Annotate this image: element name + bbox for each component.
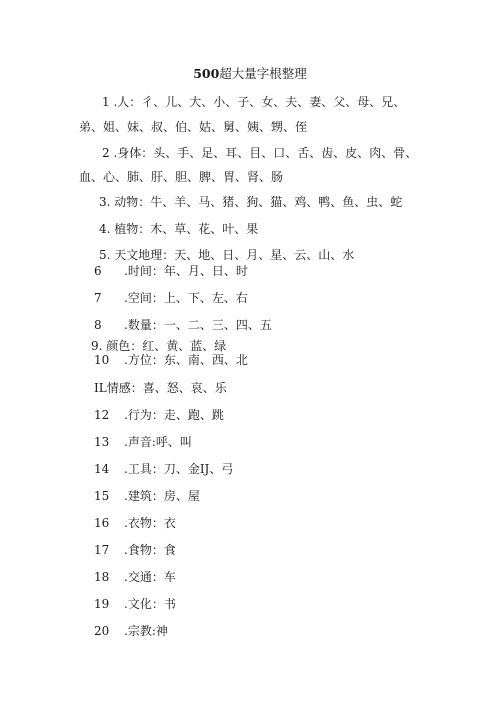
item-1-line-1: 1 .人：彳、儿、大、小、子、女、夫、妻、父、母、兄、 bbox=[102, 95, 406, 109]
title-number: 500 bbox=[193, 66, 220, 81]
item-15: .建筑：房、屋 bbox=[124, 489, 200, 503]
item-15-number: 15 bbox=[94, 489, 110, 503]
item-7-number: 7 bbox=[94, 291, 102, 305]
item-5: 5. 天文地理：天、地、日、月、星、云、山、水 bbox=[99, 248, 355, 262]
item-3: 3. 动物：牛、羊、马、猪、狗、猫、鸡、鸭、鱼、虫、蛇 bbox=[99, 195, 403, 209]
item-17: .食物：食 bbox=[124, 543, 176, 557]
item-6-number: 6 bbox=[94, 264, 102, 278]
item-17-number: 17 bbox=[94, 543, 110, 557]
item-10-number: 10 bbox=[94, 353, 110, 367]
item-7: .空间：上、下、左、右 bbox=[124, 291, 248, 305]
item-13: .声音:呼、叫 bbox=[124, 435, 192, 449]
page-title bbox=[0, 67, 500, 81]
item-13-number: 13 bbox=[94, 435, 110, 449]
item-16: .衣物：衣 bbox=[124, 516, 176, 530]
item-6: .时间：年、月、日、时 bbox=[124, 264, 248, 278]
item-9: 9. 颜色：红、黄、蓝、绿 bbox=[91, 339, 227, 353]
item-18: .交通：车 bbox=[124, 570, 176, 584]
item-16-number: 16 bbox=[94, 516, 110, 530]
item-19-number: 19 bbox=[94, 597, 110, 611]
item-12-number: 12 bbox=[94, 408, 110, 422]
item-10: .方位：东、南、西、北 bbox=[124, 353, 248, 367]
item-4: 4. 植物：木、草、花、叶、果 bbox=[99, 222, 259, 236]
item-14: .工具：刀、金IJ、弓 bbox=[124, 462, 234, 476]
item-11: IL情感：喜、怒、哀、乐 bbox=[94, 381, 227, 395]
item-12: .行为：走、跑、跳 bbox=[124, 408, 224, 422]
item-19: .文化：书 bbox=[124, 597, 176, 611]
title-text: 超大量字根整理 bbox=[219, 66, 307, 81]
item-1-line-2: 弟、姐、妹、叔、伯、姑、舅、姨、甥、侄 bbox=[79, 120, 308, 134]
item-14-number: 14 bbox=[94, 462, 110, 476]
item-2-line-1: 2 .身体：头、手、足、耳、目、口、舌、齿、皮、肉、骨、 bbox=[102, 146, 418, 160]
item-8: .数量：一、二、三、四、五 bbox=[124, 318, 272, 332]
item-20-number: 20 bbox=[94, 624, 110, 638]
item-20: .宗教:神 bbox=[124, 624, 168, 638]
item-18-number: 18 bbox=[94, 570, 110, 584]
item-2-line-2: 血、心、肺、肝、胆、脾、胃、肾、肠 bbox=[79, 170, 284, 184]
item-8-number: 8 bbox=[94, 318, 102, 332]
